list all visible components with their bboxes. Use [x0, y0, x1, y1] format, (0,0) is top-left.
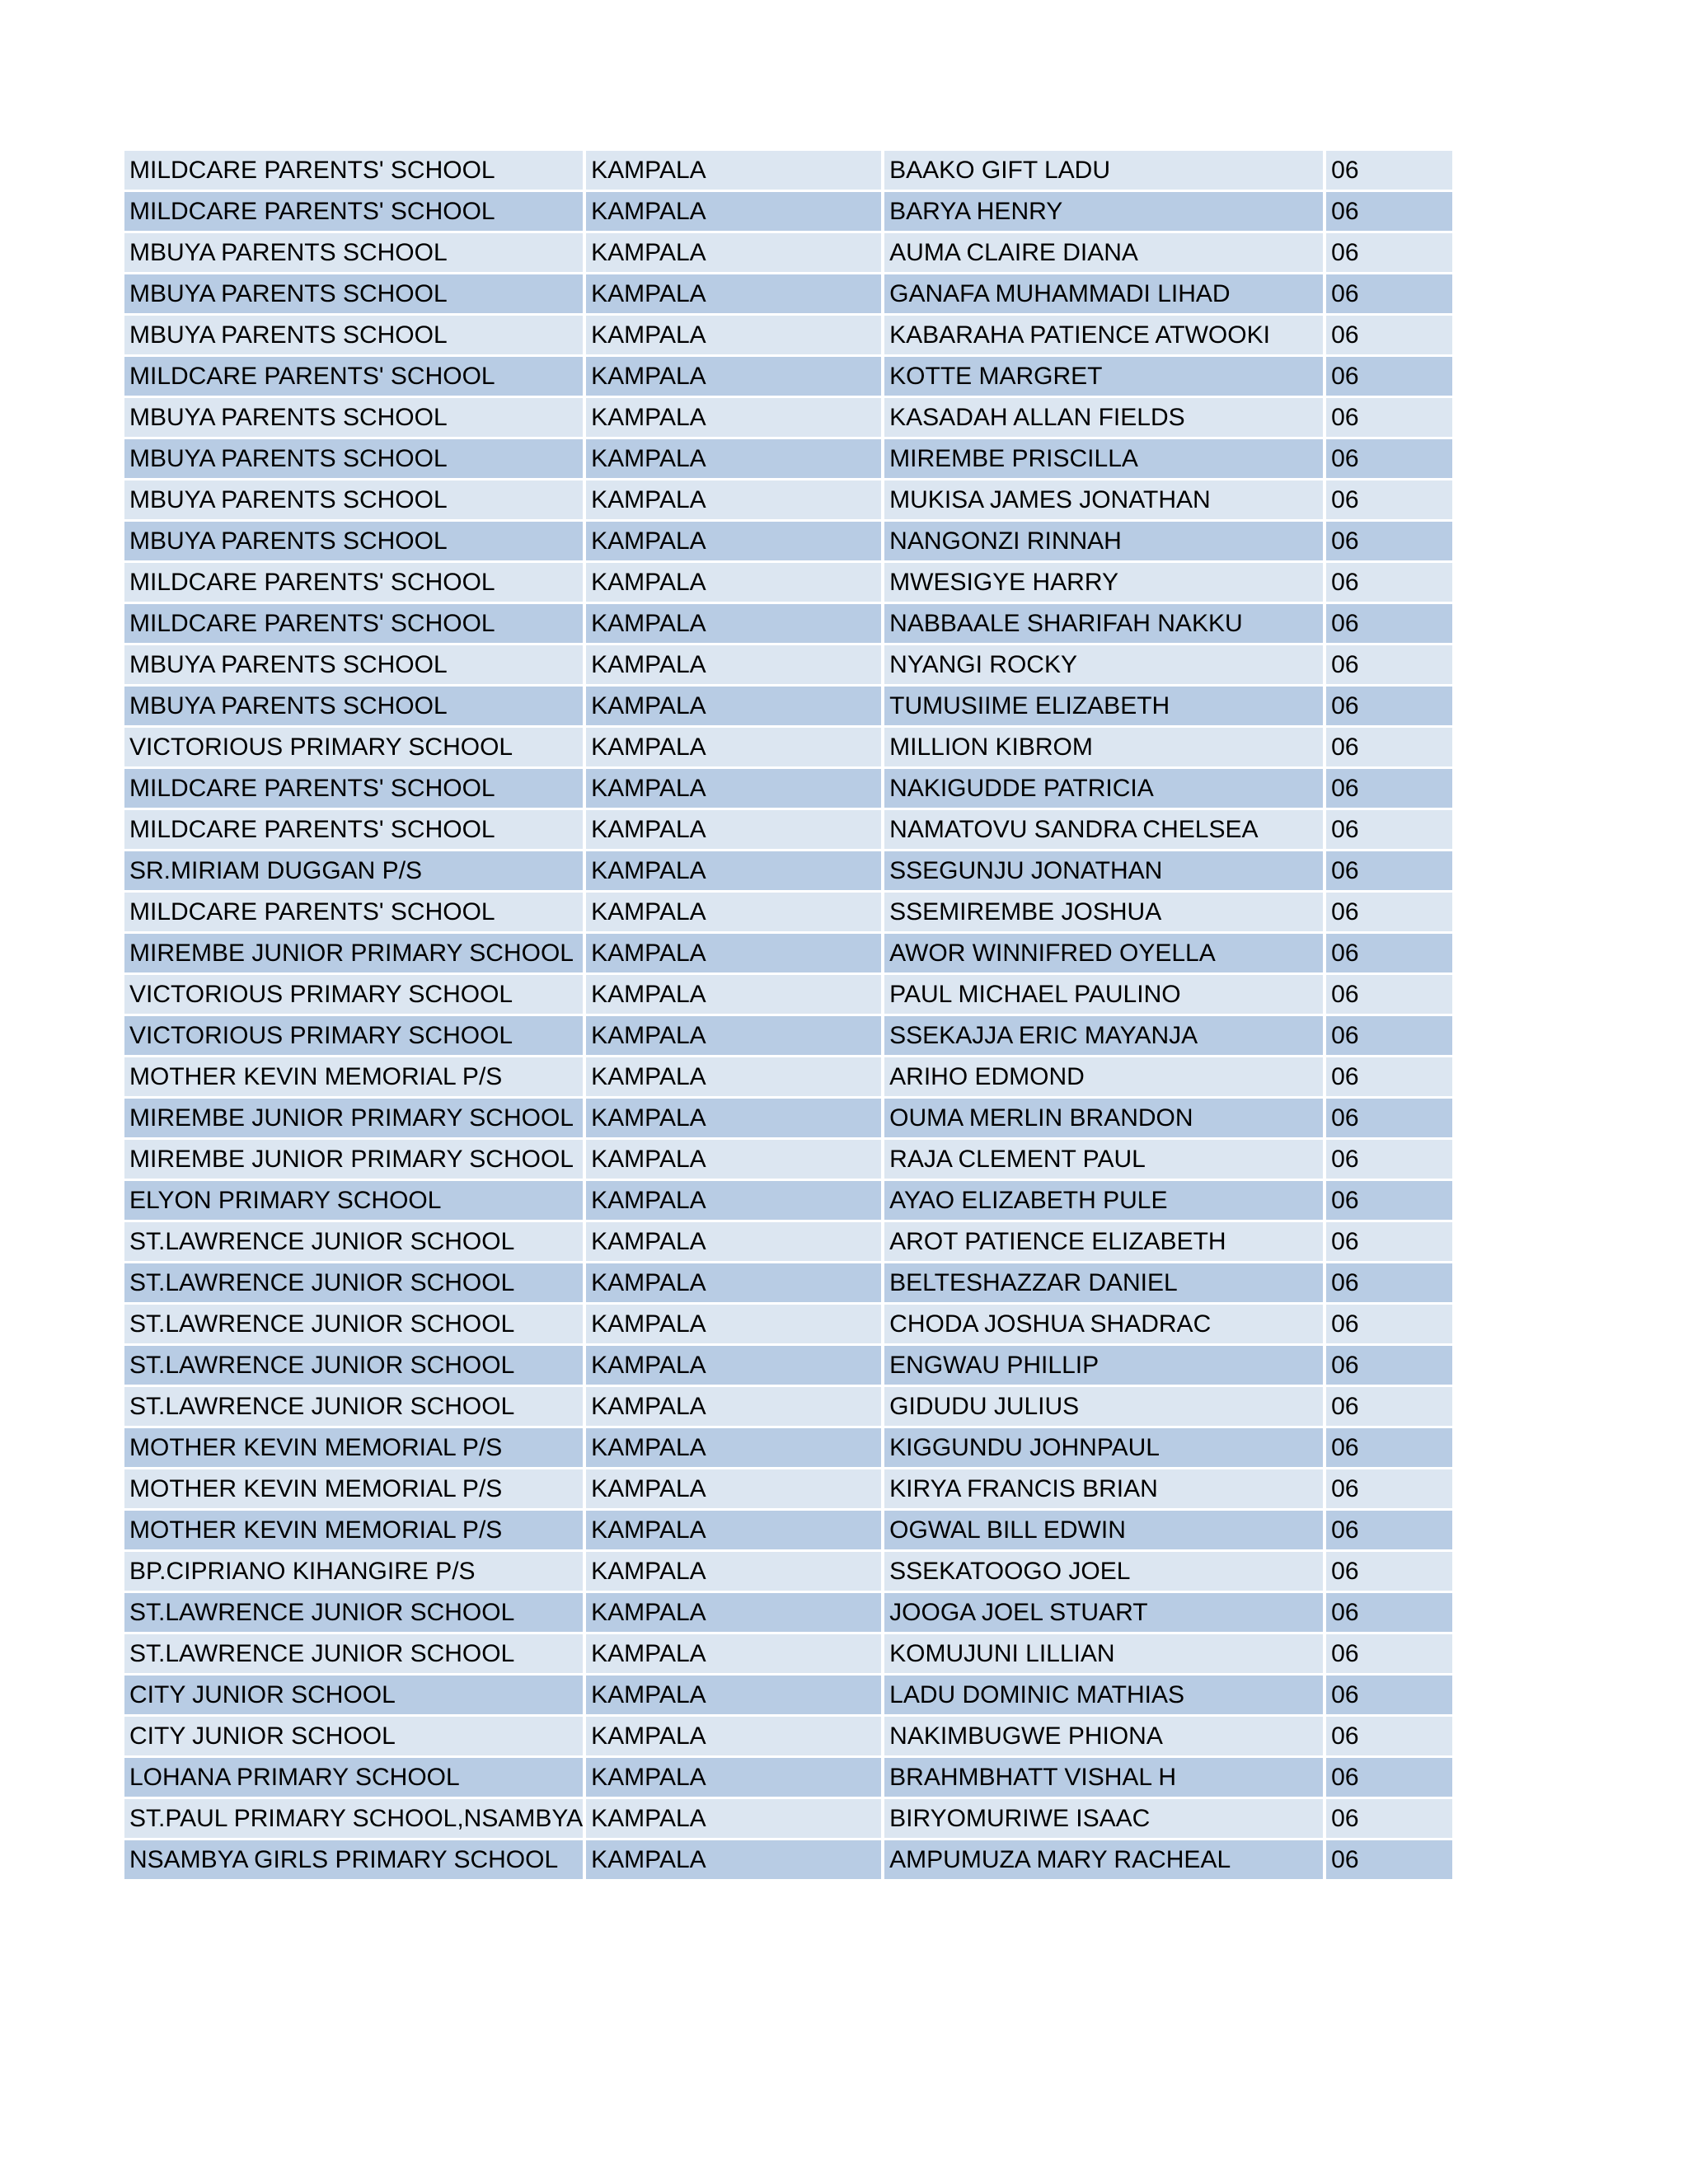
district-cell: KAMPALA [586, 1552, 884, 1593]
student-name-cell: PAUL MICHAEL PAULINO [884, 975, 1326, 1016]
school-cell: MILDCARE PARENTS' SCHOOL [124, 151, 586, 192]
district-cell: KAMPALA [586, 893, 884, 934]
code-cell: 06 [1326, 975, 1452, 1016]
code-cell: 06 [1326, 1140, 1452, 1181]
school-cell: MBUYA PARENTS SCHOOL [124, 398, 586, 439]
student-name-cell: BIRYOMURIWE ISAAC [884, 1799, 1326, 1840]
school-cell: VICTORIOUS PRIMARY SCHOOL [124, 1016, 586, 1057]
table-row [124, 1469, 1452, 1511]
student-name-cell: NYANGI ROCKY [884, 645, 1326, 687]
district-cell: KAMPALA [586, 975, 884, 1016]
table-row [124, 1593, 1452, 1634]
district-cell: KAMPALA [586, 1634, 884, 1675]
student-name-cell: AYAO ELIZABETH PULE [884, 1181, 1326, 1222]
school-cell: ST.LAWRENCE JUNIOR SCHOOL [124, 1263, 586, 1305]
code-cell: 06 [1326, 1057, 1452, 1099]
district-cell: KAMPALA [586, 1511, 884, 1552]
school-cell: MIREMBE JUNIOR PRIMARY SCHOOL [124, 1140, 586, 1181]
district-cell: KAMPALA [586, 1387, 884, 1428]
district-cell: KAMPALA [586, 1675, 884, 1717]
district-cell: KAMPALA [586, 1057, 884, 1099]
code-cell: 06 [1326, 1799, 1452, 1840]
district-cell: KAMPALA [586, 522, 884, 563]
district-cell: KAMPALA [586, 1140, 884, 1181]
student-name-cell: NANGONZI RINNAH [884, 522, 1326, 563]
code-cell: 06 [1326, 480, 1452, 522]
table-row [124, 687, 1452, 728]
school-cell: MBUYA PARENTS SCHOOL [124, 439, 586, 480]
code-cell: 06 [1326, 1634, 1452, 1675]
table-row [124, 1717, 1452, 1758]
code-cell: 06 [1326, 1099, 1452, 1140]
school-cell: CITY JUNIOR SCHOOL [124, 1717, 586, 1758]
district-cell: KAMPALA [586, 645, 884, 687]
student-name-cell: KOMUJUNI LILLIAN [884, 1634, 1326, 1675]
school-cell: CITY JUNIOR SCHOOL [124, 1675, 586, 1717]
table-row [124, 1634, 1452, 1675]
code-cell: 06 [1326, 1263, 1452, 1305]
school-cell: ST.LAWRENCE JUNIOR SCHOOL [124, 1305, 586, 1346]
code-cell: 06 [1326, 1469, 1452, 1511]
school-cell: MILDCARE PARENTS' SCHOOL [124, 893, 586, 934]
code-cell: 06 [1326, 1181, 1452, 1222]
student-name-cell: BARYA HENRY [884, 192, 1326, 233]
table-row [124, 975, 1452, 1016]
school-cell: MBUYA PARENTS SCHOOL [124, 480, 586, 522]
student-name-cell: RAJA CLEMENT PAUL [884, 1140, 1326, 1181]
code-cell: 06 [1326, 1511, 1452, 1552]
table-row [124, 398, 1452, 439]
table-row [124, 1263, 1452, 1305]
school-cell: VICTORIOUS PRIMARY SCHOOL [124, 728, 586, 769]
table-row [124, 1675, 1452, 1717]
code-cell: 06 [1326, 439, 1452, 480]
student-name-cell: SSEMIREMBE JOSHUA [884, 893, 1326, 934]
student-name-cell: TUMUSIIME ELIZABETH [884, 687, 1326, 728]
table-row [124, 1346, 1452, 1387]
code-cell: 06 [1326, 1428, 1452, 1469]
code-cell: 06 [1326, 934, 1452, 975]
student-name-cell: ARIHO EDMOND [884, 1057, 1326, 1099]
code-cell: 06 [1326, 1305, 1452, 1346]
code-cell: 06 [1326, 522, 1452, 563]
table-row [124, 192, 1452, 233]
student-name-cell: OGWAL BILL EDWIN [884, 1511, 1326, 1552]
school-cell: ST.PAUL PRIMARY SCHOOL,NSAMBYA [124, 1799, 586, 1840]
school-cell: MIREMBE JUNIOR PRIMARY SCHOOL [124, 934, 586, 975]
district-cell: KAMPALA [586, 1222, 884, 1263]
table-row [124, 851, 1452, 893]
code-cell: 06 [1326, 563, 1452, 604]
code-cell: 06 [1326, 233, 1452, 274]
student-name-cell: SSEKAJJA ERIC MAYANJA [884, 1016, 1326, 1057]
table-row [124, 480, 1452, 522]
student-name-cell: NAMATOVU SANDRA CHELSEA [884, 810, 1326, 851]
code-cell: 06 [1326, 728, 1452, 769]
table-row [124, 522, 1452, 563]
student-name-cell: MIREMBE PRISCILLA [884, 439, 1326, 480]
student-name-cell: NABBAALE SHARIFAH NAKKU [884, 604, 1326, 645]
district-cell: KAMPALA [586, 316, 884, 357]
student-name-cell: BRAHMBHATT VISHAL H [884, 1758, 1326, 1799]
student-name-cell: AMPUMUZA MARY RACHEAL [884, 1840, 1326, 1882]
table-row [124, 357, 1452, 398]
code-cell: 06 [1326, 769, 1452, 810]
table-row [124, 1099, 1452, 1140]
district-cell: KAMPALA [586, 233, 884, 274]
school-cell: MBUYA PARENTS SCHOOL [124, 522, 586, 563]
student-name-cell: JOOGA JOEL STUART [884, 1593, 1326, 1634]
school-cell: ST.LAWRENCE JUNIOR SCHOOL [124, 1387, 586, 1428]
code-cell: 06 [1326, 1675, 1452, 1717]
school-cell: BP.CIPRIANO KIHANGIRE P/S [124, 1552, 586, 1593]
district-cell: KAMPALA [586, 274, 884, 316]
school-cell: MBUYA PARENTS SCHOOL [124, 687, 586, 728]
student-name-cell: BAAKO GIFT LADU [884, 151, 1326, 192]
school-cell: VICTORIOUS PRIMARY SCHOOL [124, 975, 586, 1016]
student-name-cell: GIDUDU JULIUS [884, 1387, 1326, 1428]
student-name-cell: OUMA MERLIN BRANDON [884, 1099, 1326, 1140]
student-name-cell: BELTESHAZZAR DANIEL [884, 1263, 1326, 1305]
table-row [124, 1428, 1452, 1469]
code-cell: 06 [1326, 274, 1452, 316]
table-row [124, 893, 1452, 934]
code-cell: 06 [1326, 604, 1452, 645]
student-name-cell: GANAFA MUHAMMADI LIHAD [884, 274, 1326, 316]
table-row [124, 274, 1452, 316]
school-cell: MOTHER KEVIN MEMORIAL P/S [124, 1469, 586, 1511]
student-name-cell: NAKIMBUGWE PHIONA [884, 1717, 1326, 1758]
code-cell: 06 [1326, 1840, 1452, 1882]
district-cell: KAMPALA [586, 1469, 884, 1511]
code-cell: 06 [1326, 1717, 1452, 1758]
district-cell: KAMPALA [586, 1758, 884, 1799]
student-name-cell: KIGGUNDU JOHNPAUL [884, 1428, 1326, 1469]
school-cell: ST.LAWRENCE JUNIOR SCHOOL [124, 1634, 586, 1675]
code-cell: 06 [1326, 1387, 1452, 1428]
table-row [124, 151, 1452, 192]
table-row [124, 934, 1452, 975]
code-cell: 06 [1326, 398, 1452, 439]
student-name-cell: LADU DOMINIC MATHIAS [884, 1675, 1326, 1717]
code-cell: 06 [1326, 810, 1452, 851]
district-cell: KAMPALA [586, 1428, 884, 1469]
student-list-body [124, 151, 1452, 1882]
table-row [124, 1552, 1452, 1593]
school-cell: ST.LAWRENCE JUNIOR SCHOOL [124, 1222, 586, 1263]
student-name-cell: KASADAH ALLAN FIELDS [884, 398, 1326, 439]
school-cell: MBUYA PARENTS SCHOOL [124, 274, 586, 316]
code-cell: 06 [1326, 1016, 1452, 1057]
table-row [124, 439, 1452, 480]
school-cell: MOTHER KEVIN MEMORIAL P/S [124, 1057, 586, 1099]
school-cell: MBUYA PARENTS SCHOOL [124, 645, 586, 687]
district-cell: KAMPALA [586, 728, 884, 769]
district-cell: KAMPALA [586, 1840, 884, 1882]
school-cell: MILDCARE PARENTS' SCHOOL [124, 810, 586, 851]
code-cell: 06 [1326, 851, 1452, 893]
table-row [124, 1305, 1452, 1346]
school-cell: MOTHER KEVIN MEMORIAL P/S [124, 1428, 586, 1469]
district-cell: KAMPALA [586, 357, 884, 398]
student-name-cell: SSEKATOOGO JOEL [884, 1552, 1326, 1593]
code-cell: 06 [1326, 151, 1452, 192]
school-cell: MILDCARE PARENTS' SCHOOL [124, 769, 586, 810]
student-name-cell: AUMA CLAIRE DIANA [884, 233, 1326, 274]
student-name-cell: CHODA JOSHUA SHADRAC [884, 1305, 1326, 1346]
school-cell: MIREMBE JUNIOR PRIMARY SCHOOL [124, 1099, 586, 1140]
code-cell: 06 [1326, 1552, 1452, 1593]
district-cell: KAMPALA [586, 439, 884, 480]
table-row [124, 645, 1452, 687]
table-row [124, 1222, 1452, 1263]
student-name-cell: AROT PATIENCE ELIZABETH [884, 1222, 1326, 1263]
table-row [124, 563, 1452, 604]
district-cell: KAMPALA [586, 398, 884, 439]
district-cell: KAMPALA [586, 1305, 884, 1346]
district-cell: KAMPALA [586, 1799, 884, 1840]
table-row [124, 810, 1452, 851]
student-name-cell: KABARAHA PATIENCE ATWOOKI [884, 316, 1326, 357]
school-cell: MOTHER KEVIN MEMORIAL P/S [124, 1511, 586, 1552]
code-cell: 06 [1326, 645, 1452, 687]
table-row [124, 1181, 1452, 1222]
code-cell: 06 [1326, 687, 1452, 728]
table-row [124, 1057, 1452, 1099]
student-name-cell: ENGWAU PHILLIP [884, 1346, 1326, 1387]
code-cell: 06 [1326, 893, 1452, 934]
district-cell: KAMPALA [586, 1717, 884, 1758]
table-row [124, 604, 1452, 645]
table-row [124, 1840, 1452, 1882]
table-row [124, 1799, 1452, 1840]
district-cell: KAMPALA [586, 687, 884, 728]
table-row [124, 728, 1452, 769]
district-cell: KAMPALA [586, 480, 884, 522]
district-cell: KAMPALA [586, 1263, 884, 1305]
table-row [124, 1511, 1452, 1552]
code-cell: 06 [1326, 1758, 1452, 1799]
district-cell: KAMPALA [586, 851, 884, 893]
district-cell: KAMPALA [586, 769, 884, 810]
student-list-table [124, 151, 1452, 1882]
school-cell: LOHANA PRIMARY SCHOOL [124, 1758, 586, 1799]
district-cell: KAMPALA [586, 1181, 884, 1222]
district-cell: KAMPALA [586, 151, 884, 192]
district-cell: KAMPALA [586, 563, 884, 604]
student-name-cell: MWESIGYE HARRY [884, 563, 1326, 604]
table-row [124, 769, 1452, 810]
table-row [124, 1140, 1452, 1181]
student-name-cell: AWOR WINNIFRED OYELLA [884, 934, 1326, 975]
school-cell: MILDCARE PARENTS' SCHOOL [124, 192, 586, 233]
student-name-cell: MILLION KIBROM [884, 728, 1326, 769]
code-cell: 06 [1326, 1593, 1452, 1634]
code-cell: 06 [1326, 1222, 1452, 1263]
table-row [124, 316, 1452, 357]
table-row [124, 1387, 1452, 1428]
school-cell: NSAMBYA GIRLS PRIMARY SCHOOL [124, 1840, 586, 1882]
school-cell: MILDCARE PARENTS' SCHOOL [124, 604, 586, 645]
district-cell: KAMPALA [586, 1593, 884, 1634]
district-cell: KAMPALA [586, 604, 884, 645]
code-cell: 06 [1326, 1346, 1452, 1387]
table-row [124, 1758, 1452, 1799]
school-cell: MILDCARE PARENTS' SCHOOL [124, 357, 586, 398]
district-cell: KAMPALA [586, 934, 884, 975]
school-cell: ST.LAWRENCE JUNIOR SCHOOL [124, 1593, 586, 1634]
student-name-cell: SSEGUNJU JONATHAN [884, 851, 1326, 893]
school-cell: MBUYA PARENTS SCHOOL [124, 233, 586, 274]
code-cell: 06 [1326, 192, 1452, 233]
student-name-cell: MUKISA JAMES JONATHAN [884, 480, 1326, 522]
district-cell: KAMPALA [586, 1099, 884, 1140]
school-cell: MBUYA PARENTS SCHOOL [124, 316, 586, 357]
code-cell: 06 [1326, 357, 1452, 398]
student-name-cell: KIRYA FRANCIS BRIAN [884, 1469, 1326, 1511]
table-row [124, 1016, 1452, 1057]
school-cell: MILDCARE PARENTS' SCHOOL [124, 563, 586, 604]
district-cell: KAMPALA [586, 1346, 884, 1387]
school-cell: ELYON PRIMARY SCHOOL [124, 1181, 586, 1222]
student-name-cell: NAKIGUDDE PATRICIA [884, 769, 1326, 810]
district-cell: KAMPALA [586, 1016, 884, 1057]
school-cell: SR.MIRIAM DUGGAN P/S [124, 851, 586, 893]
district-cell: KAMPALA [586, 192, 884, 233]
school-cell: ST.LAWRENCE JUNIOR SCHOOL [124, 1346, 586, 1387]
student-name-cell: KOTTE MARGRET [884, 357, 1326, 398]
district-cell: KAMPALA [586, 810, 884, 851]
table-row [124, 233, 1452, 274]
code-cell: 06 [1326, 316, 1452, 357]
